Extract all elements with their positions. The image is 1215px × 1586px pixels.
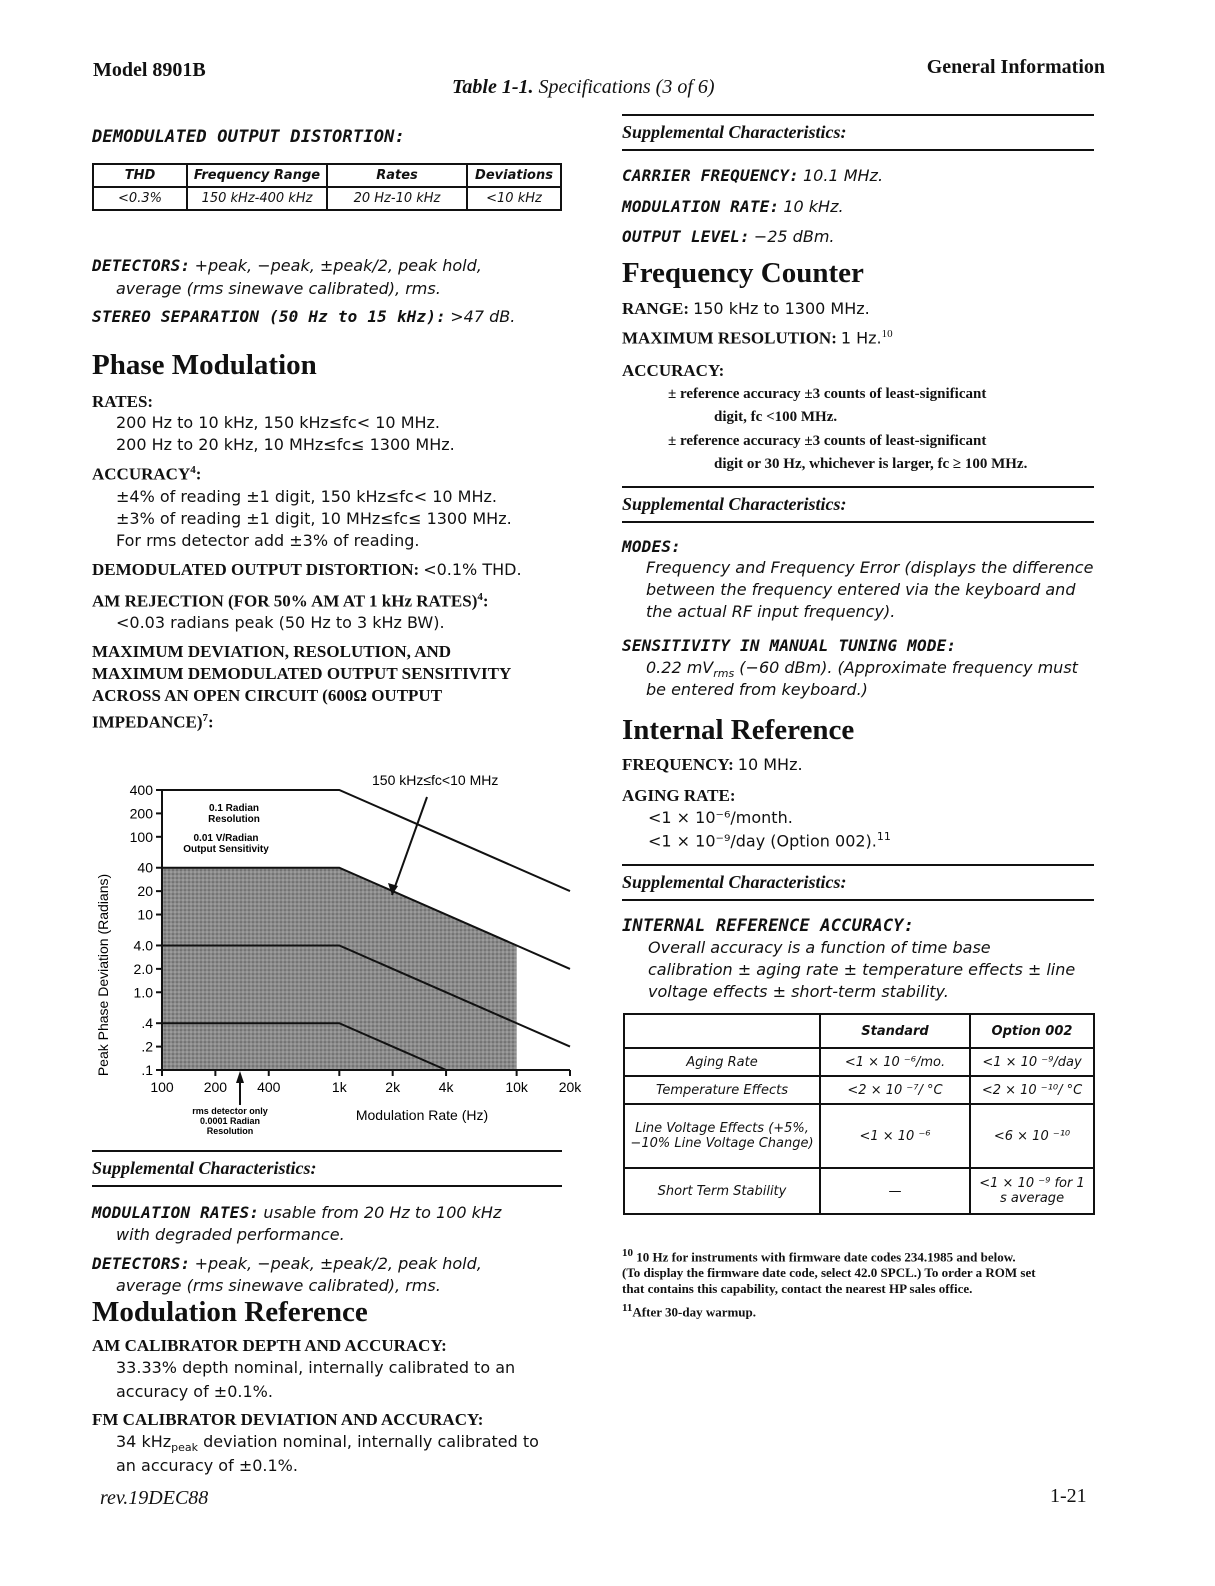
fm-cal-1b: deviation nominal, internally calibrated to <box>198 1432 539 1451</box>
phase-deviation-chart <box>92 765 582 1155</box>
detectors-line1 <box>92 254 482 277</box>
ira-label: INTERNAL REFERENCE ACCURACY: <box>622 916 915 936</box>
freq-line <box>622 755 803 775</box>
supp-label-right-3: Supplemental Characteristics: <box>622 864 1094 901</box>
region-range-label: 150 kHz≤fc<10 MHz <box>372 772 499 788</box>
table-cell: <1 × 10 ⁻⁹ for 1 s average <box>970 1168 1094 1214</box>
table-header: Option 002 <box>970 1014 1094 1048</box>
aging-sup: 11 <box>876 830 891 843</box>
mod-rates-text: usable from 20 Hz to 100 kHz <box>263 1203 502 1222</box>
am-cal-1: 33.33% depth nominal, internally calibrated to an <box>116 1358 516 1377</box>
y-tick-label: 2.0 <box>133 960 153 977</box>
table-cell: Temperature Effects <box>624 1076 820 1104</box>
reference-table <box>623 1013 1095 1215</box>
y-tick-label: 100 <box>129 828 153 845</box>
table-cell: <1 × 10 ⁻⁶ <box>820 1104 970 1168</box>
maxres-sup: 10 <box>881 328 893 340</box>
rms-pointer-head <box>236 1071 244 1083</box>
annotation-text: 0.01 V/Radian <box>193 833 259 844</box>
mod-rates-label: MODULATION RATES: <box>92 1203 260 1222</box>
section-label: General Information <box>926 56 1105 78</box>
accuracy-2: ±3% of reading ±1 digit, 10 MHz≤fc≤ 1300 MHz. <box>116 509 512 528</box>
table-cell: <6 × 10 ⁻¹⁰ <box>970 1104 1094 1168</box>
table-row <box>624 1076 1094 1104</box>
am-rejection-sup: 4 <box>477 591 483 603</box>
footnote-10-line2: (To display the firmware date code, select 42.0 SPCL.) To order a ROM set <box>622 1265 1036 1281</box>
stereo-line <box>92 305 515 328</box>
max-dev-line: IMPEDANCE)$^7$: <box>92 712 214 732</box>
carrier-label: CARRIER FREQUENCY: <box>622 166 799 185</box>
maxres-line <box>622 328 893 348</box>
demod-dist2-label: DEMODULATED OUTPUT DISTORTION: <box>92 560 420 579</box>
sens-1a: 0.22 mV <box>646 658 714 677</box>
fm-cal-1 <box>116 1432 539 1454</box>
carrier-line <box>622 166 883 186</box>
max-dev-line: MAXIMUM DEVIATION, RESOLUTION, AND <box>92 642 452 661</box>
ira-3: voltage effects ± short-term stability. <box>648 982 949 1001</box>
modrate-line <box>622 197 844 217</box>
footnote-11-num: 11 <box>622 1302 633 1314</box>
x-tick-label: 400 <box>257 1079 281 1095</box>
table-cell: <2 × 10 ⁻¹⁰/ °C <box>970 1076 1094 1104</box>
model-label: Model 8901B <box>93 59 206 81</box>
am-rejection-label: AM REJECTION (FOR 50% AM AT 1 kHz RATES) <box>92 591 478 611</box>
aging-1: <1 × 10⁻⁶/month. <box>648 808 793 827</box>
table-cell: <2 × 10 ⁻⁷/ °C <box>820 1076 970 1104</box>
table-row <box>624 1104 1094 1168</box>
demod-dist2 <box>92 560 522 580</box>
detectors2-text2: average (rms sinewave calibrated), rms. <box>116 1276 441 1295</box>
modes-label: MODES: <box>622 537 681 556</box>
range-label: RANGE: <box>622 299 690 318</box>
table-row <box>93 164 561 187</box>
y-tick-label: 40 <box>137 859 153 876</box>
annotation-text: Resolution <box>206 1126 254 1136</box>
modrate-value: 10 kHz. <box>783 197 844 216</box>
carrier-value: 10.1 MHz. <box>803 166 884 185</box>
modes-2: between the frequency entered via the keyboard and <box>646 580 1076 599</box>
table-cell: 150 kHz-400 kHz <box>187 187 327 210</box>
fm-cal-label: FM CALIBRATOR DEVIATION AND ACCURACY: <box>92 1410 484 1429</box>
shaded-area <box>162 868 517 1070</box>
fm-cal-2: an accuracy of ±0.1%. <box>116 1456 298 1475</box>
table-cell: <0.3% <box>93 187 187 210</box>
acc-label: ACCURACY: <box>622 361 725 380</box>
supp-label-right-1: Supplemental Characteristics: <box>622 114 1094 151</box>
ira-1: Overall accuracy is a function of time base <box>648 938 991 957</box>
y-tick-label: 1.0 <box>133 984 153 1001</box>
table-row <box>93 187 561 210</box>
range-line <box>622 299 870 319</box>
annotation-text: 0.1 Radian <box>208 803 260 814</box>
y-tick-label: 10 <box>137 906 153 923</box>
freq-value: 10 MHz. <box>737 755 803 774</box>
detectors-text: +peak, −peak, ±peak/2, peak hold, <box>194 256 482 275</box>
am-cal-label: AM CALIBRATOR DEPTH AND ACCURACY: <box>92 1336 447 1355</box>
mod-rates-text2: with degraded performance. <box>116 1225 345 1244</box>
max-dev-sup: 7 <box>202 712 208 724</box>
accuracy-3: For rms detector add ±3% of reading. <box>116 531 420 550</box>
table-cell: <10 kHz <box>467 187 561 210</box>
table-row <box>624 1048 1094 1076</box>
table-cell: Short Term Stability <box>624 1168 820 1214</box>
table-header <box>624 1014 820 1048</box>
table-title-text: Specifications (3 of 6) <box>538 76 715 98</box>
acc-1a: ± reference accuracy ±3 counts of least-significant <box>668 386 987 402</box>
outlevel-label: OUTPUT LEVEL: <box>622 227 750 246</box>
stereo-value: >47 dB. <box>450 307 516 326</box>
am-cal-2: accuracy of ±0.1%. <box>116 1382 273 1401</box>
x-tick-label: 10k <box>505 1079 528 1095</box>
pointer-arrow <box>392 797 427 895</box>
y-tick-label: 400 <box>129 782 153 798</box>
y-tick-label: .2 <box>141 1038 153 1055</box>
stereo-label: STEREO SEPARATION (50 Hz to 15 kHz): <box>92 307 446 326</box>
table-row <box>624 1014 1094 1048</box>
annotation-text: Resolution <box>208 814 260 825</box>
accuracy-sup: 4 <box>190 464 196 476</box>
outlevel-line <box>622 227 834 247</box>
x-tick-label: 100 <box>150 1079 174 1095</box>
footnote-10-line3: that contains this capability, contact the nearest HP sales office. <box>622 1281 973 1297</box>
x-tick-label: 20k <box>558 1079 582 1095</box>
rates-1: 200 Hz to 10 kHz, 150 kHz≤fc< 10 MHz. <box>116 413 441 432</box>
aging-2-text: <1 × 10⁻⁹/day (Option 002). <box>648 831 877 851</box>
sens-sub: rms <box>713 667 735 681</box>
sens-label: SENSITIVITY IN MANUAL TUNING MODE: <box>622 636 957 655</box>
demod-distortion-label: DEMODULATED OUTPUT DISTORTION: <box>92 127 406 147</box>
y-tick-label: 200 <box>129 805 153 822</box>
am-rejection-heading: AM REJECTION (FOR 50% AM AT 1 kHz RATES)$^4$: <box>92 591 489 611</box>
x-axis-label: Modulation Rate (Hz) <box>355 1107 489 1123</box>
shaded-region <box>162 868 517 1070</box>
y-tick-label: .1 <box>141 1062 153 1078</box>
annotation-text: rms detector only <box>192 1106 268 1116</box>
mod-rates-line <box>92 1201 501 1224</box>
y-tick-label: 20 <box>137 883 153 900</box>
modes-1: Frequency and Frequency Error (displays the difference <box>646 558 1094 577</box>
sens-1b: (−60 dBm). (Approximate frequency must <box>734 658 1078 677</box>
annotation-text: Output Sensitivity <box>183 844 269 855</box>
footnote-10-num: 10 <box>622 1247 633 1259</box>
table-cell: Line Voltage Effects (+5%, −10% Line Voltage Change) <box>624 1104 820 1168</box>
sens-1 <box>646 658 1078 680</box>
max-dev-heading <box>92 641 511 734</box>
aging-2 <box>648 830 891 850</box>
table-title <box>452 76 715 99</box>
detectors2-label: DETECTORS: <box>92 1254 191 1273</box>
int-ref-title: Internal Reference <box>622 714 855 746</box>
table-title-number: Table 1-1. <box>452 76 534 98</box>
table-cell: Aging Rate <box>624 1048 820 1076</box>
freq-label: FREQUENCY: <box>622 755 734 774</box>
table-cell: 20 Hz-10 kHz <box>327 187 467 210</box>
outlevel-value: −25 dBm. <box>753 227 835 246</box>
modrate-label: MODULATION RATE: <box>622 197 780 216</box>
footnote-11-text: After 30-day warmup. <box>632 1304 757 1320</box>
table-header: Deviations <box>467 164 561 187</box>
max-dev-line: MAXIMUM DEMODULATED OUTPUT SENSITIVITY <box>92 664 512 683</box>
max-dev-line: ACROSS AN OPEN CIRCUIT (600Ω OUTPUT <box>92 686 443 705</box>
fm-cal-sub: peak <box>171 1441 199 1455</box>
sens-2: be entered from keyboard.) <box>646 680 868 699</box>
table-cell: <1 × 10 ⁻⁶/mo. <box>820 1048 970 1076</box>
table-header: Frequency Range <box>187 164 327 187</box>
mod-ref-title: Modulation Reference <box>92 1296 368 1328</box>
acc-2a: ± reference accuracy ±3 counts of least-significant <box>668 433 987 449</box>
table-cell: — <box>820 1168 970 1214</box>
x-tick-label: 4k <box>438 1079 454 1095</box>
table-header: Standard <box>820 1014 970 1048</box>
detectors2-text: +peak, −peak, ±peak/2, peak hold, <box>194 1254 482 1273</box>
rates-label: RATES: <box>92 392 154 411</box>
x-tick-label: 200 <box>203 1079 228 1095</box>
modes-3: the actual RF input frequency). <box>646 602 896 621</box>
detectors-label: DETECTORS: <box>92 256 191 275</box>
fm-cal-1a: 34 kHz <box>116 1432 172 1451</box>
supp-label-left: Supplemental Characteristics: <box>92 1150 562 1187</box>
x-tick-label: 2k <box>385 1079 401 1095</box>
aging-label: AGING RATE: <box>622 786 736 805</box>
annotation-text: 0.0001 Radian <box>199 1116 261 1126</box>
table-header: THD <box>93 164 187 187</box>
y-axis-label: Peak Phase Deviation (Radians) <box>95 873 111 1077</box>
phase-mod-title: Phase Modulation <box>92 349 317 381</box>
y-tick-label: .4 <box>141 1015 153 1032</box>
x-tick-label: 1k <box>331 1079 347 1095</box>
demod-dist2-value: <0.1% THD. <box>423 560 522 579</box>
detectors-text2: average (rms sinewave calibrated), rms. <box>116 279 441 298</box>
range-value: 150 kHz to 1300 MHz. <box>693 299 870 318</box>
table-cell: <1 × 10 ⁻⁹/day <box>970 1048 1094 1076</box>
footnote-10-line1: 10 Hz for instruments with firmware date codes 234.1985 and below. <box>636 1249 1016 1265</box>
freq-counter-title: Frequency Counter <box>622 257 864 289</box>
supp-label-right-2: Supplemental Characteristics: <box>622 486 1094 523</box>
accuracy-label: ACCURACY <box>92 464 191 484</box>
distortion-table <box>92 163 562 211</box>
footnote-11 <box>622 1300 756 1320</box>
accuracy-heading: ACCURACY$^4$: <box>92 464 202 484</box>
acc-2b: digit or 30 Hz, whichever is larger, fc ≥ 100 MHz. <box>714 456 1028 472</box>
table-header: Rates <box>327 164 467 187</box>
acc-1b: digit, fc <100 MHz. <box>714 409 838 425</box>
maxres-value: 1 Hz. <box>840 328 882 348</box>
page-number: 1-21 <box>1050 1485 1087 1507</box>
accuracy-1: ±4% of reading ±1 digit, 150 kHz≤fc< 10 MHz. <box>116 487 497 506</box>
rates-2: 200 Hz to 20 kHz, 10 MHz≤fc≤ 1300 MHz. <box>116 435 455 454</box>
maxres-label: MAXIMUM RESOLUTION: <box>622 328 837 348</box>
y-tick-label: 4.0 <box>133 937 153 954</box>
footnote-10 <box>622 1245 1102 1297</box>
am-rejection-value: <0.03 radians peak (50 Hz to 3 kHz BW). <box>116 613 445 632</box>
table-row <box>624 1168 1094 1214</box>
ira-2: calibration ± aging rate ± temperature effects ± line <box>648 960 1076 979</box>
detectors2-line <box>92 1252 482 1275</box>
revision-label: rev.19DEC88 <box>100 1487 209 1509</box>
